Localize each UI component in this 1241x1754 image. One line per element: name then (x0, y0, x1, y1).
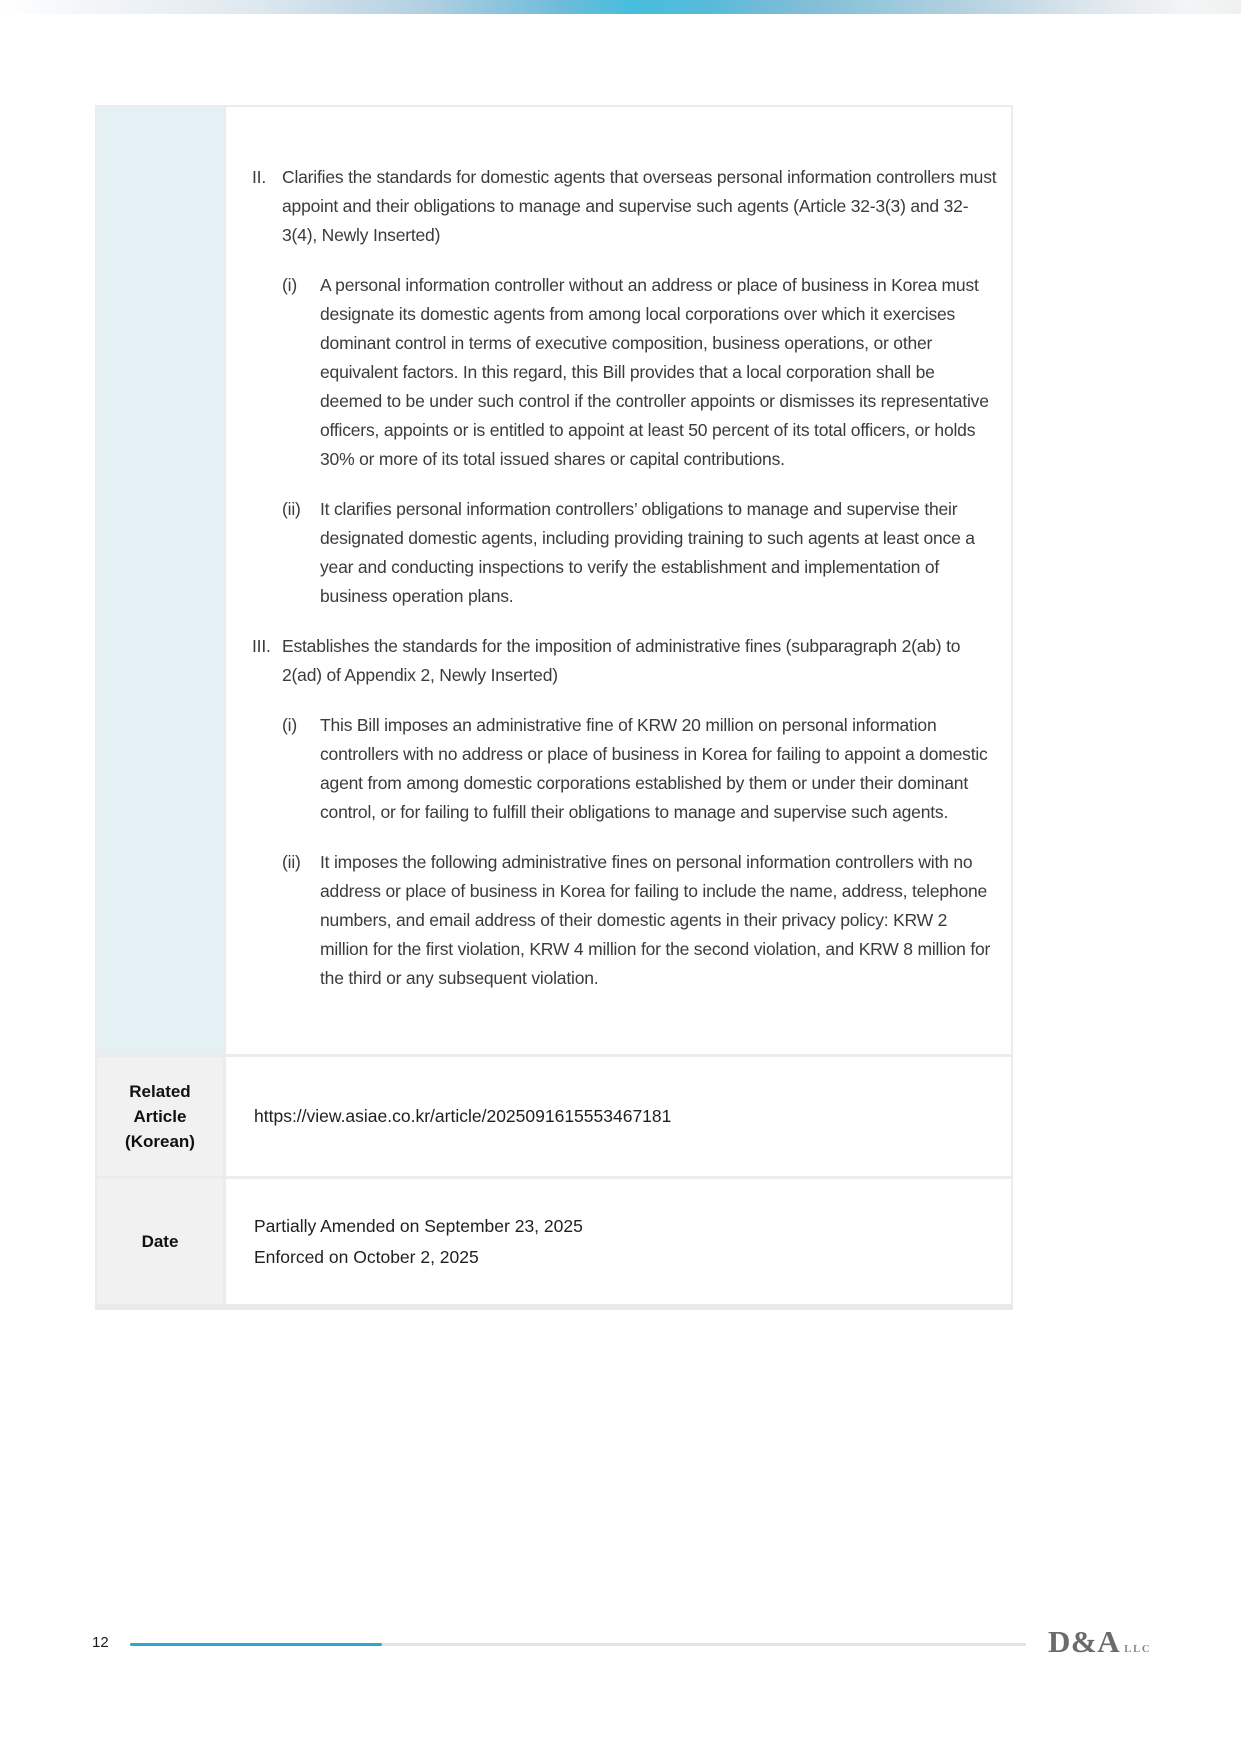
footer-rule-accent (130, 1643, 382, 1646)
list-item (252, 632, 997, 690)
list-subitem-marker: (i) (282, 275, 297, 295)
related-article-row (97, 1054, 1011, 1176)
summary-label-cell (97, 107, 226, 1054)
company-logo-text: D&A (1048, 1624, 1121, 1659)
date-label-cell (97, 1179, 226, 1304)
list-subitem (282, 271, 997, 474)
list-item-marker: III. (252, 636, 271, 656)
list-subitem-marker: (ii) (282, 499, 301, 519)
list-subitem-text: This Bill imposes an administrative fine of KRW 20 million on personal information controllers with no address or place of business in Korea for failing to appoint a domestic agent from among domestic corporations established by them or under their dominant control, or for failing to fulfill their obligations to manage and supervise such agents. (320, 715, 988, 822)
list-item-marker: II. (252, 167, 266, 187)
date-row (97, 1176, 1011, 1304)
company-logo (1048, 1626, 1151, 1657)
related-article-label: Related Article (Korean) (125, 1082, 195, 1151)
list-subitem-marker: (ii) (282, 852, 301, 872)
list-subitem-text: It clarifies personal information controllers’ obligations to manage and supervise their designated domestic agents, including providing training to such agents at least once a year and conducting inspections to verify the establishment and implementation of business operation plans. (320, 499, 975, 606)
list-subitem (282, 711, 997, 827)
list-subitem-text: A personal information controller without an address or place of business in Korea must designate its domestic agents from among local corporations over which it exercises dominant control in terms of executive composition, business operations, or other equivalent factors. In this regard, this Bill provides that a local corporation shall be deemed to be under such control if the controller appoints or dismisses its representative officers, appoints or is entitled to appoint at least 50 percent of its total officers, or holds 30% or more of its total issued shares or capital contributions. (320, 275, 989, 469)
page-number: 12 (92, 1634, 109, 1651)
date-line-enforced: Enforced on October 2, 2025 (254, 1246, 479, 1267)
list-subitem (282, 848, 997, 993)
related-article-url[interactable]: https://view.asiae.co.kr/article/2025091615553467181 (254, 1106, 672, 1126)
date-content-cell (226, 1179, 1011, 1304)
list-subitem-text: It imposes the following administrative fines on personal information controllers with no address or place of business in Korea for failing to include the name, address, telephone numbers, and email address of their domestic agents in their privacy policy: KRW 2 million for the first violation, KRW 4 million for the second violation, and KRW 8 million for the third or any subsequent violation. (320, 852, 991, 988)
info-table (95, 105, 1013, 1310)
company-logo-suffix: LLC (1124, 1643, 1152, 1655)
list-item (252, 163, 997, 250)
list-item-text: Clarifies the standards for domestic agents that overseas personal information controllers must appoint and their obligations to manage and supervise such agents (Article 32-3(3) and 32-3(4), Newly Inserted) (282, 167, 997, 245)
related-article-label-cell (97, 1057, 226, 1176)
list-subitem (282, 495, 997, 611)
date-label: Date (141, 1232, 179, 1251)
footer-rule (130, 1643, 1026, 1646)
summary-row (97, 107, 1011, 1054)
header-gradient-band (0, 0, 1241, 14)
summary-content-cell (226, 107, 1011, 1054)
list-subitem-marker: (i) (282, 715, 297, 735)
related-article-content-cell (226, 1057, 1011, 1176)
date-line-amended: Partially Amended on September 23, 2025 (254, 1215, 583, 1236)
list-item-text: Establishes the standards for the imposition of administrative fines (subparagraph 2(ab) to 2(ad) of Appendix 2, Newly Inserted) (282, 636, 961, 685)
